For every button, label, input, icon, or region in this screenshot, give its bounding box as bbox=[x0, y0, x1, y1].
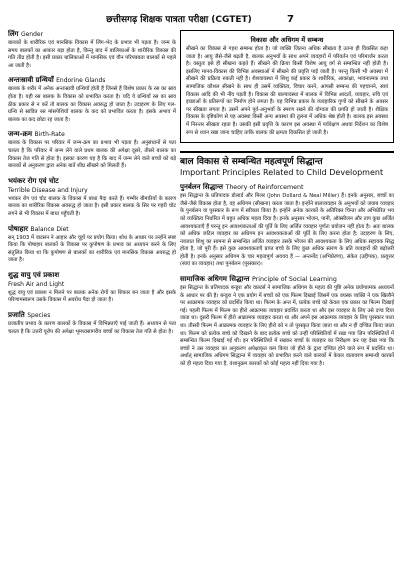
section-heading: सामाजिक अधिगम सिद्धान्त Principle of Social Learning bbox=[180, 275, 337, 284]
section-endocrine-glands bbox=[8, 76, 176, 124]
section-heading: प्रजाति Species bbox=[8, 311, 51, 320]
section-reinforcement-theory bbox=[180, 183, 394, 269]
chapter-subtitle: Important Principles Related to Child Development bbox=[180, 168, 384, 178]
section-text: प्रजातीय प्रभाव के कारण बालकों के विकास में विभिन्नताएँ पाई जाती हैं। अध्ययन से पता चलता है कि उत्तरी यूरोप की अपेक्षा भूमध्यसागरीय बच्चों का विकास तेज गति से होता है। bbox=[8, 321, 176, 335]
section-subheading: Terrible Disease and Injury bbox=[8, 186, 88, 194]
section-text: भयंकर रोग एवं चोट बालक के विकास में बाधा पैदा करते हैं। गम्भीर बीमारियों के कारण बालक का शारीरिक विकास अवरुद्ध हो जाता है। इसी प्रकार बालक के सिर पर गहरी चोट लगने से भी विकास में बाधा पहुँचती है। bbox=[8, 195, 176, 217]
section-heading: पुनर्बलन सिद्धान्त Theory of Reinforcement bbox=[180, 183, 304, 192]
section-text: बालक के विकास पर परिवार में जन्म-क्रम का प्रभाव भी पड़ता है। अनुसंधानों से पता चलता है कि परिवार में जन्म लेने वाले प्रथम बालक की अपेक्षा दूसरे, तीसरे बालक का विकास तेज गति से होता है। इसका कारण यह है कि बाद में जन्म लेने वाले बच्चों को बड़े बालकों से अनुकरण द्वारा अनेक बातें शीघ्र सीखने को मिलती हैं। bbox=[8, 140, 176, 170]
section-text: शुद्ध वायु एवं प्रकाश न मिलने पर बालक अनेक रोगों का शिकार बन जाता है और इसके परिणामस्वरूप उसके विकास में अवरोध पैदा हो जाता है। bbox=[8, 289, 176, 304]
section-gender bbox=[8, 30, 176, 70]
page-number: 7 bbox=[286, 14, 294, 25]
section-balance-diet bbox=[8, 225, 176, 265]
header-title: छत्तीसगढ़ शिक्षक पात्रता परीक्षा (CGTET) bbox=[106, 15, 252, 25]
chapter-title: बाल विकास से सम्बन्धित महत्वपूर्ण सिद्धान्त bbox=[180, 157, 323, 168]
section-birth-order bbox=[8, 130, 176, 170]
boxed-note bbox=[180, 30, 394, 143]
right-column bbox=[180, 30, 394, 375]
section-text: बालक के शरीर में अनेक अन्तःस्रावी ग्रन्थियाँ होती हैं जिनसे हैं विशेष प्रकार के रस का स्राव होता है। यही रस बालक के विकास को प्रभावित करता है। यदि ये ग्रन्थियाँ रस का स्राव ठीक प्रकार से न करें तो बालक का विकास अवरुद्ध हो जाता है। उदाहरण के लिए गल-ग्रन्थि से स्रावित रस मांसपेशियाँ बालक के कद को प्रभावित करता है। इसके अभाव में बालक का कद छोटा रह जाता है। bbox=[8, 86, 176, 123]
section-text: इस सिद्धान्त के प्रतिपादक डोलार्ड और मिलर (John Dollard & Neal Miller) हैं। इनके अनुसार, बच्चों का जैसे-जैसे विकास होता है, वह अधिगम (सीखना) करता जाता है। इन्होंने बालव्यवहार के अनुभवों को जवाब व्यवहार के पुनर्बलन या पुरस्कार के रूप में स्वीकार किया है। इन्होंने अनेक कारकों के अतिरिक्त चिन्ता और अभिप्रेरित भय को व्यक्तित्व निर्धारित में बहुत अधिक महत्व दिया है। इनके अनुसार भोजन, पानी, ऑक्सीजन और ताप कुछ अर्जित आवश्यकताएँ हैं परन्तु इन आवश्यकताओं की पूर्ति के लिए अर्जित व्यवहार पूर्णतः प्रयोजन नहीं होता है। अतः बालक को अधिक जटिल व्यवहार का अधिगम इन आवश्यकताओं की पूर्ति के लिए करना होता है; उदाहरण के लिए, नवजात शिशु का सामना से सम्बन्धित अर्जित व्यवहार उसके भोजन की आवश्यकता के लिए अधिक सहायक सिद्ध होता है, जो पूरी हैं। इसे कुछ आवश्यकताएँ प्राप्त बच्चे के लिए कुछ अधिक स्तरण के प्रति व्यवहारों की बढ़ोत्तरी होती है। इनके अनुसार अधिगम के चार महत्वपूर्ण अवयव हैं — अन्तर्नोद (अभिप्रेरणा), संकेत (उद्दीपक), प्रत्युत्तर (स्वयं का व्यवहार) तथा पुनर्बलन (पुरस्कार)। bbox=[180, 193, 394, 268]
section-heading: शुद्ध वायु एवं प्रकाश bbox=[8, 270, 60, 279]
section-heading: पोषाहार Balance Diet bbox=[8, 224, 69, 233]
section-text: बालकों के शारीरिक एवं मानसिक विकास में लिंग-भेद के प्रभाव भी पड़ता है। जन्म के समय बालकों का आकार बड़ा होता है, किन्तु बाद में बालिकाओं के शारीरिक विकास की गति तीव्र होती है। इसी प्रकार बालिकाओं में मानसिक एवं यौन परिपक्वता बालकों से पहले आ जाती है। bbox=[8, 40, 176, 69]
section-species bbox=[8, 311, 176, 336]
section-heading: जन्म-क्रम Birth-Rate bbox=[8, 130, 65, 139]
section-text: सन् 1903 में वाटसन ने आहार और चूहों पर प्रयोग किया। शोध के आधार पर उन्होंने स्पष्ट किया कि पोषाहार बालकों के विकास पर कुपोषण के प्रभाव का अध्ययन करने के लिए संतुलित किया था कि कुपोषण से बालकों का शारीरिक एवं मानसिक विकास अवरुद्ध हो जाता है। bbox=[8, 234, 176, 264]
box-title: विकास और अधिगम में सम्बन्ध bbox=[250, 36, 324, 44]
section-heading: अन्तःस्रावी ग्रन्थियाँ Endorine Glands bbox=[8, 76, 106, 85]
section-disease-injury bbox=[8, 177, 176, 219]
page-header bbox=[0, 12, 400, 25]
divider-rule bbox=[180, 151, 394, 153]
box-text: सीखने का विकास से गहरा सम्बन्ध होता है। जो व्यक्ति जितना अधिक सीखता है उतना ही विकसित कहा जाता है। आयु जैसे-जैसे बढ़ती है, बालक अनुभवों के साथ अपने व्यवहारों में परिवर्तन एवं परिमार्जन करता है। वस्तुतः इसे ही सीखना कहते हैं। सीखने की क्रिया किसी विशेष आयु वर्ग से सम्बन्धित नहीं होती है। इसलिए मानव-विकास की विभिन्न अवस्थाओं में सीखने की प्रवृत्ति पाई जाती है। परन्तु किसी भी अवस्था में सीखने की प्रक्रिया रुकती नहीं है। शैशवावस्था में शिशु कई प्रकार के शारीरिक, आकांक्षा, भावनात्मक तथा सामाजिक कौशल सीखने के साथ ही उसमें व्यक्तित्व, विचार करने, आपसी सम्बन्ध की पहचानने, स्वयं विकास आदि की भी नींव पड़ती है। विकास की बाल्यावस्था में बालक में विभिन्न आदतों, व्यवहार, रुचि एवं इच्छाओं के प्रतिरूपों का निर्माण होने लगता है। यह विभिन्न प्रकार के व्यवहारिक गुणों को सीखने के अवसर पर सीखता लगता है। उसमें अपने पूर्व-अनुभवों के स्मरण रखने की योग्यता की प्रगति हो जाती है। शैक्षिक विकास के दृष्टिकोण से यह अवस्था किसी अन्य अवस्था की तुलना में अधिक श्रेष्ठ होती है। बालक इस अवस्था में निरन्तर सीखता रहता है। उसकी इसी प्रवृत्ति के कारण इस अवस्था में पर्यवेक्षण अथवा निर्देशन का विशेष रूप से ध्यान रखा जाना चाहिए ताकि बालक की क्षमता विकसित हो जाती है। bbox=[186, 46, 388, 136]
section-text: इस सिद्धान्त के प्रतिपादक बन्डूरा और वाल्टर्स ने सामाजिक अधिगम के महत्व की पुष्टि अनेक प्रयोगात्मक अध्ययनों के आधार पर की है। बन्डूरा ने एक प्रयोग में बच्चों को एक फिल्म दिखाई जिसमें एक वयस्क व्यक्ति ने एक खिलौने पर आक्रामक व्यवहार को प्रदर्शित किया था। फिल्म के अन्त में, प्रत्येक बच्चे को केवल एक प्रकार का फिल्म दिखाई गई। पहली फिल्म में फिल्म का हीरो आक्रामक व्यवहार प्रदर्शित करता था और इस व्यवहार के लिए उसे दण्ड दिया जाता था। दूसरी फिल्म में हीरो आक्रामक व्यवहार करता था और अपने इस आक्रामक व्यवहार के लिए पुरस्कार पाता था। तीसरी फिल्म में आक्रामक व्यवहार के लिए हीरो को न तो पुरस्कृत किया जाता था और न ही दण्डित किया जाता था। फिल्म को प्रत्येक बच्चे को दिखाने के बाद प्रत्येक बच्चे को उन्हीं परिस्थितियों में रखा गया जिन परिस्थितियों में सम्बन्धित फिल्म दिखाई गई थी। इन परिस्थितियों में रखकर बच्चों के व्यवहार का निरीक्षण कर यह देखा गया कि बच्चों ने उस व्यवहार का अनुकरण अपेक्षाकृत कम किया जो हीरो के द्वारा दण्डित होने वाले रूप में प्रदर्शित था। अर्थात् सामाजिक अधिगम सिद्धान्त में व्यवहार को प्रभावित करने वाले कारकों में केवल वातावरण सम्बन्धी कारकों को ही महत्व दिया गया है, वंशानुक्रम कारकों को कोई महत्व नहीं दिया गया है। bbox=[180, 285, 394, 367]
section-social-learning bbox=[180, 275, 394, 369]
section-fresh-air-light bbox=[8, 271, 176, 305]
section-heading: भयंकर रोग एवं चोट bbox=[8, 176, 59, 185]
section-heading: लिंग Gender bbox=[8, 30, 44, 38]
left-column bbox=[8, 30, 176, 342]
section-subheading: Fresh Air and Light bbox=[8, 280, 65, 288]
